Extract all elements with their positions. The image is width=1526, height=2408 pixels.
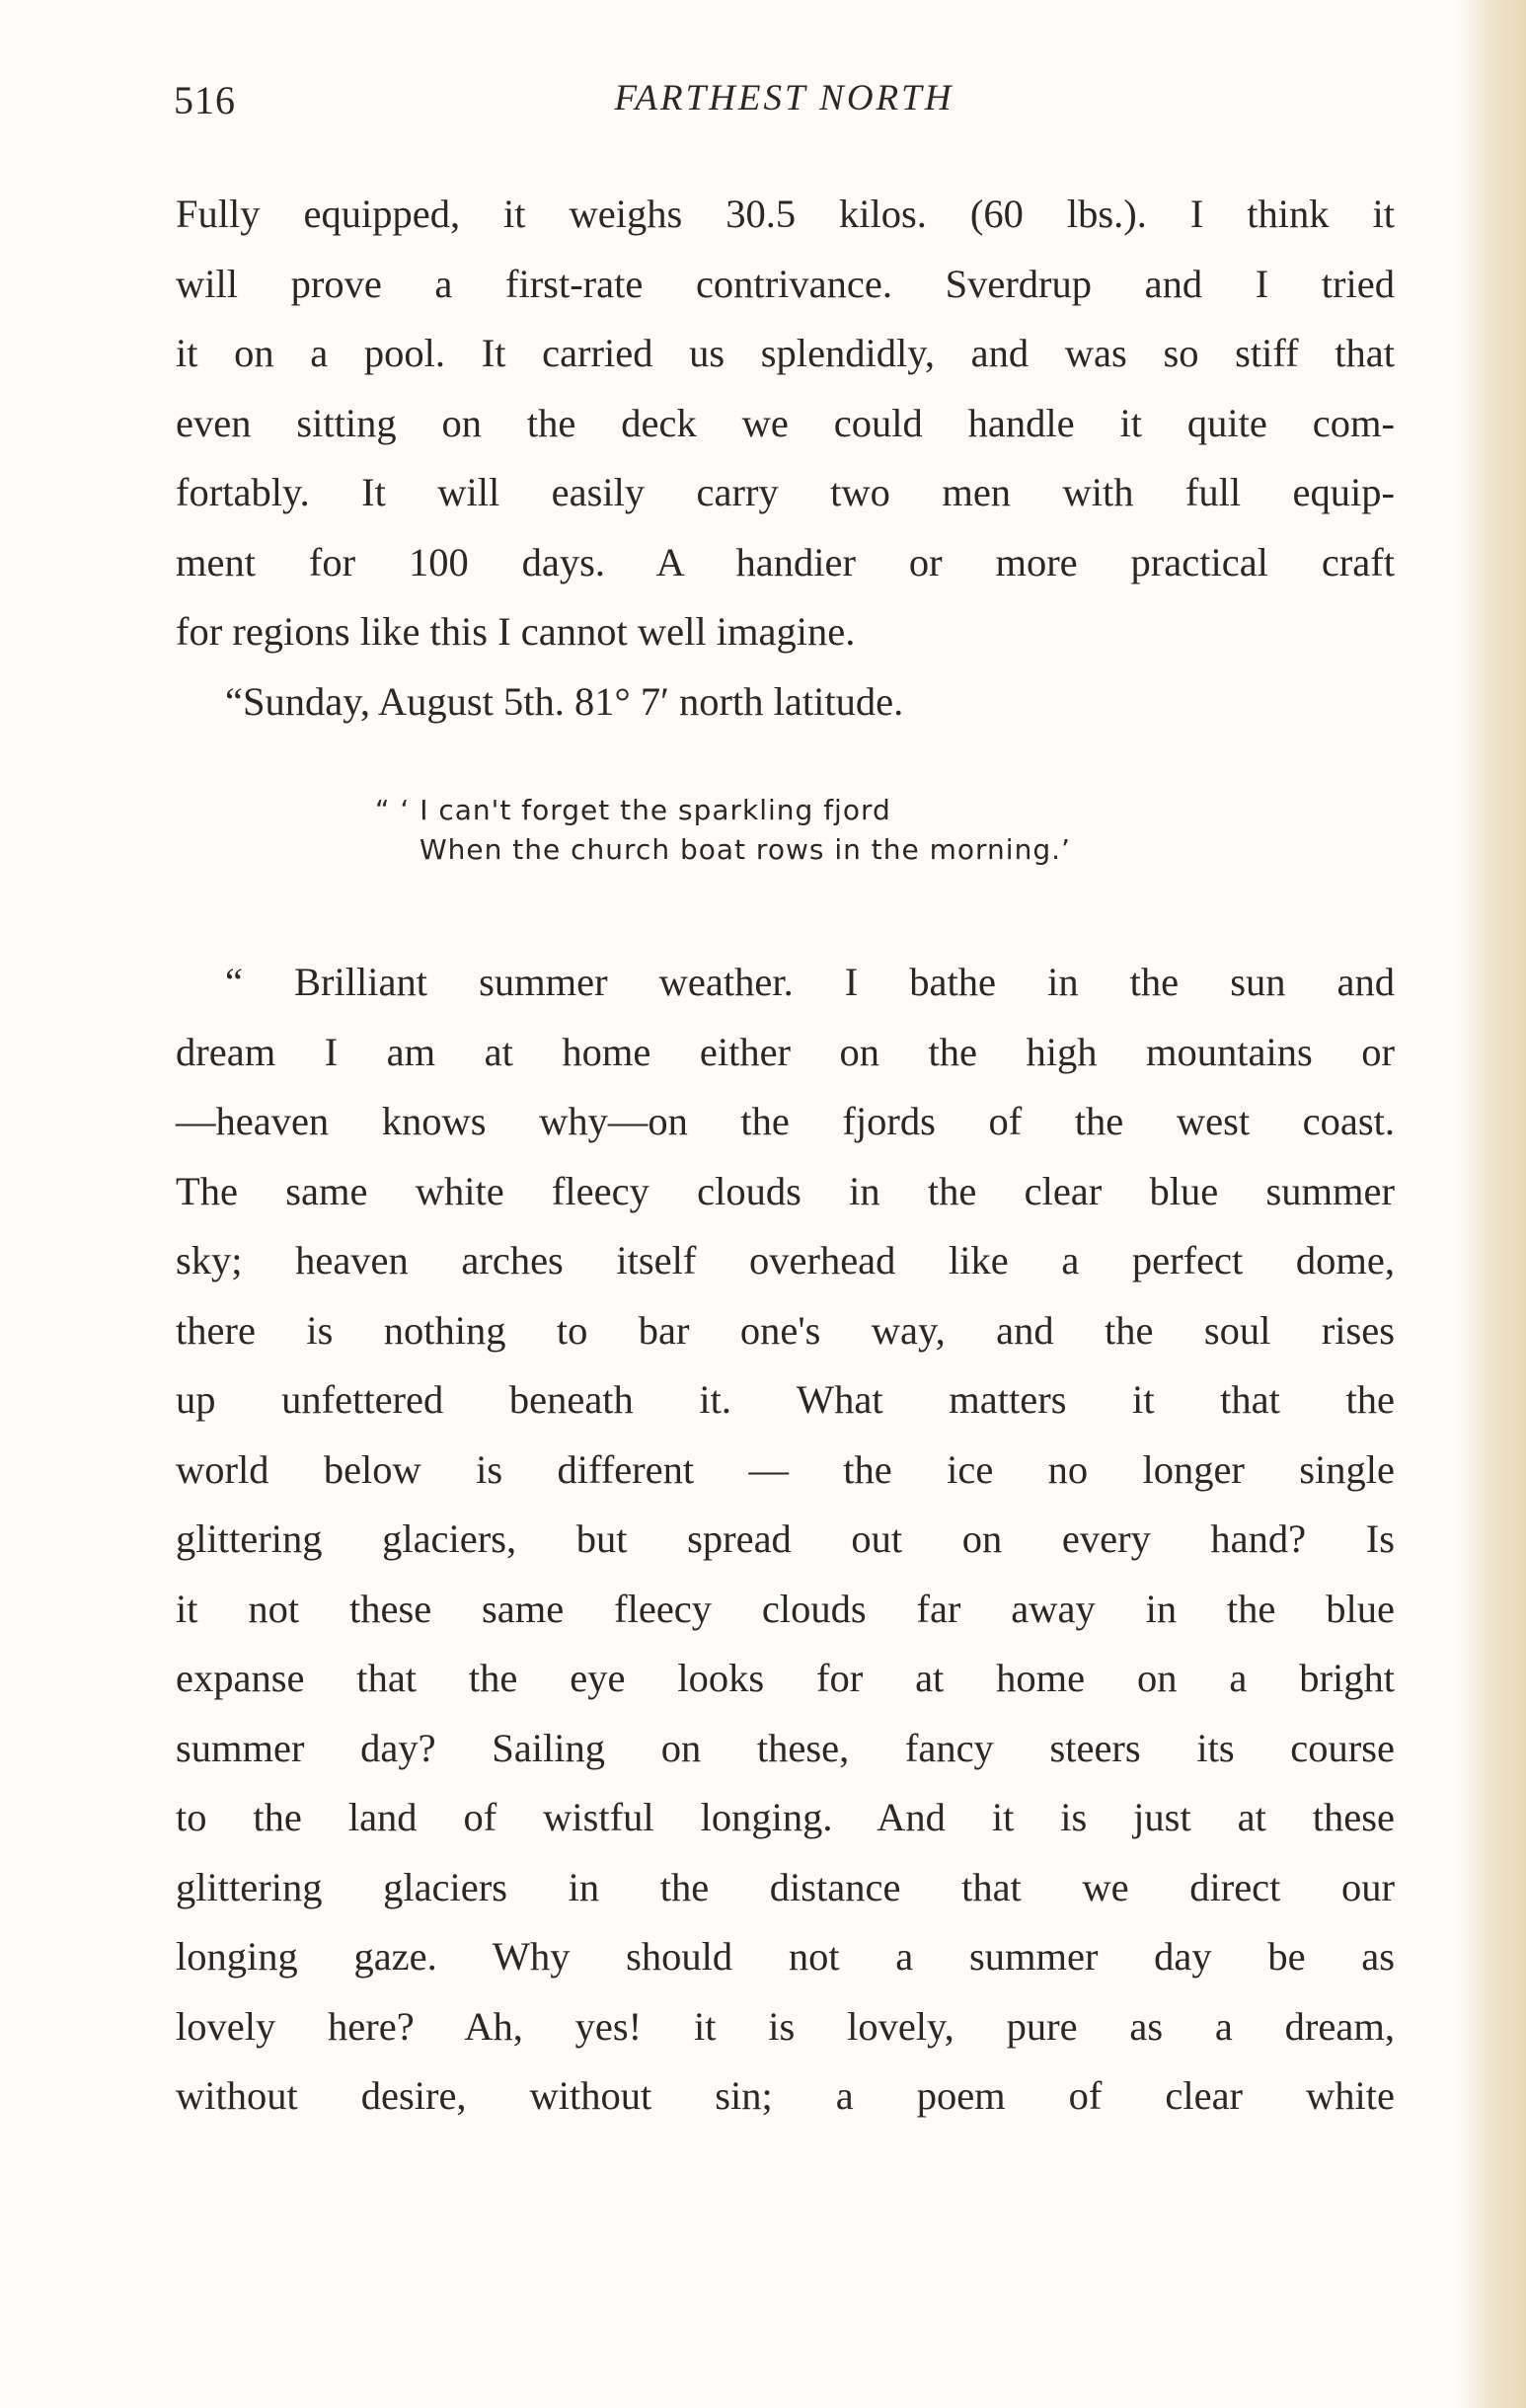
text-line: glittering glaciers in the distance that we direct our [176, 1864, 1395, 1909]
text-line: to the land of wistful longing. And it is just at these [176, 1795, 1395, 1839]
page-number: 516 [174, 78, 236, 122]
text-line: fortably. It will easily carry two men with full equip- [176, 470, 1395, 514]
text-line: it not these same fleecy clouds far away in the blue [176, 1586, 1395, 1631]
text-line: Fully equipped, it weighs 30.5 kilos. (60 lbs.). I think it [176, 192, 1395, 236]
text-line: dream I am at home either on the high mountains or [176, 1029, 1395, 1074]
text-line: it on a pool. It carried us splendidly, and was so stiff that [176, 331, 1395, 375]
text-line: —heaven knows why—on the fjords of the west coast. [176, 1099, 1395, 1143]
text-line: there is nothing to bar one's way, and the soul rises [176, 1307, 1395, 1353]
text-line: ment for 100 days. A handier or more practical craft [176, 539, 1395, 584]
book-title: FARTHEST NORTH [614, 78, 954, 118]
paragraph-1 [176, 180, 1395, 737]
entry-heading: “Sunday, August 5th. 81° 7′ north latitude. [225, 678, 904, 724]
running-head [174, 77, 1395, 136]
text-line: sky; heaven arches itself overhead like a perfect dome, [176, 1238, 1395, 1282]
text-line: summer day? Sailing on these, fancy steers its course [176, 1725, 1395, 1770]
text-line: “ Brilliant summer weather. I bathe in the sun and [225, 960, 1395, 1004]
text-line: will prove a first-rate contrivance. Sverdrup and I tried [176, 261, 1395, 306]
text-line: glittering glaciers, but spread out on every hand? Is [176, 1516, 1395, 1561]
paragraph-2 [176, 948, 1395, 2132]
text-line: without desire, without sin; a poem of clear white [176, 2073, 1395, 2118]
text-line: up unfettered beneath it. What matters it that the [176, 1377, 1395, 1422]
verse-line: “ ‘ I can't forget the sparkling fjord [375, 794, 891, 826]
page-edge-shading [1457, 0, 1526, 2408]
text-line: The same white fleecy clouds in the clear blue summer [176, 1168, 1395, 1213]
text-line: even sitting on the deck we could handle it quite com- [176, 400, 1395, 445]
text-line: longing gaze. Why should not a summer day be as [176, 1934, 1395, 1979]
text-line: lovely here? Ah, yes! it is lovely, pure as a dream, [176, 2003, 1395, 2049]
text-line: for regions like this I cannot well imagine. [176, 609, 856, 654]
text-line: world below is different — the ice no longer single [176, 1446, 1395, 1492]
text-line: expanse that the eye looks for at home on a bright [176, 1656, 1395, 1700]
verse-quote [375, 791, 1071, 870]
verse-line: When the church boat rows in the morning.’ [420, 833, 1071, 866]
